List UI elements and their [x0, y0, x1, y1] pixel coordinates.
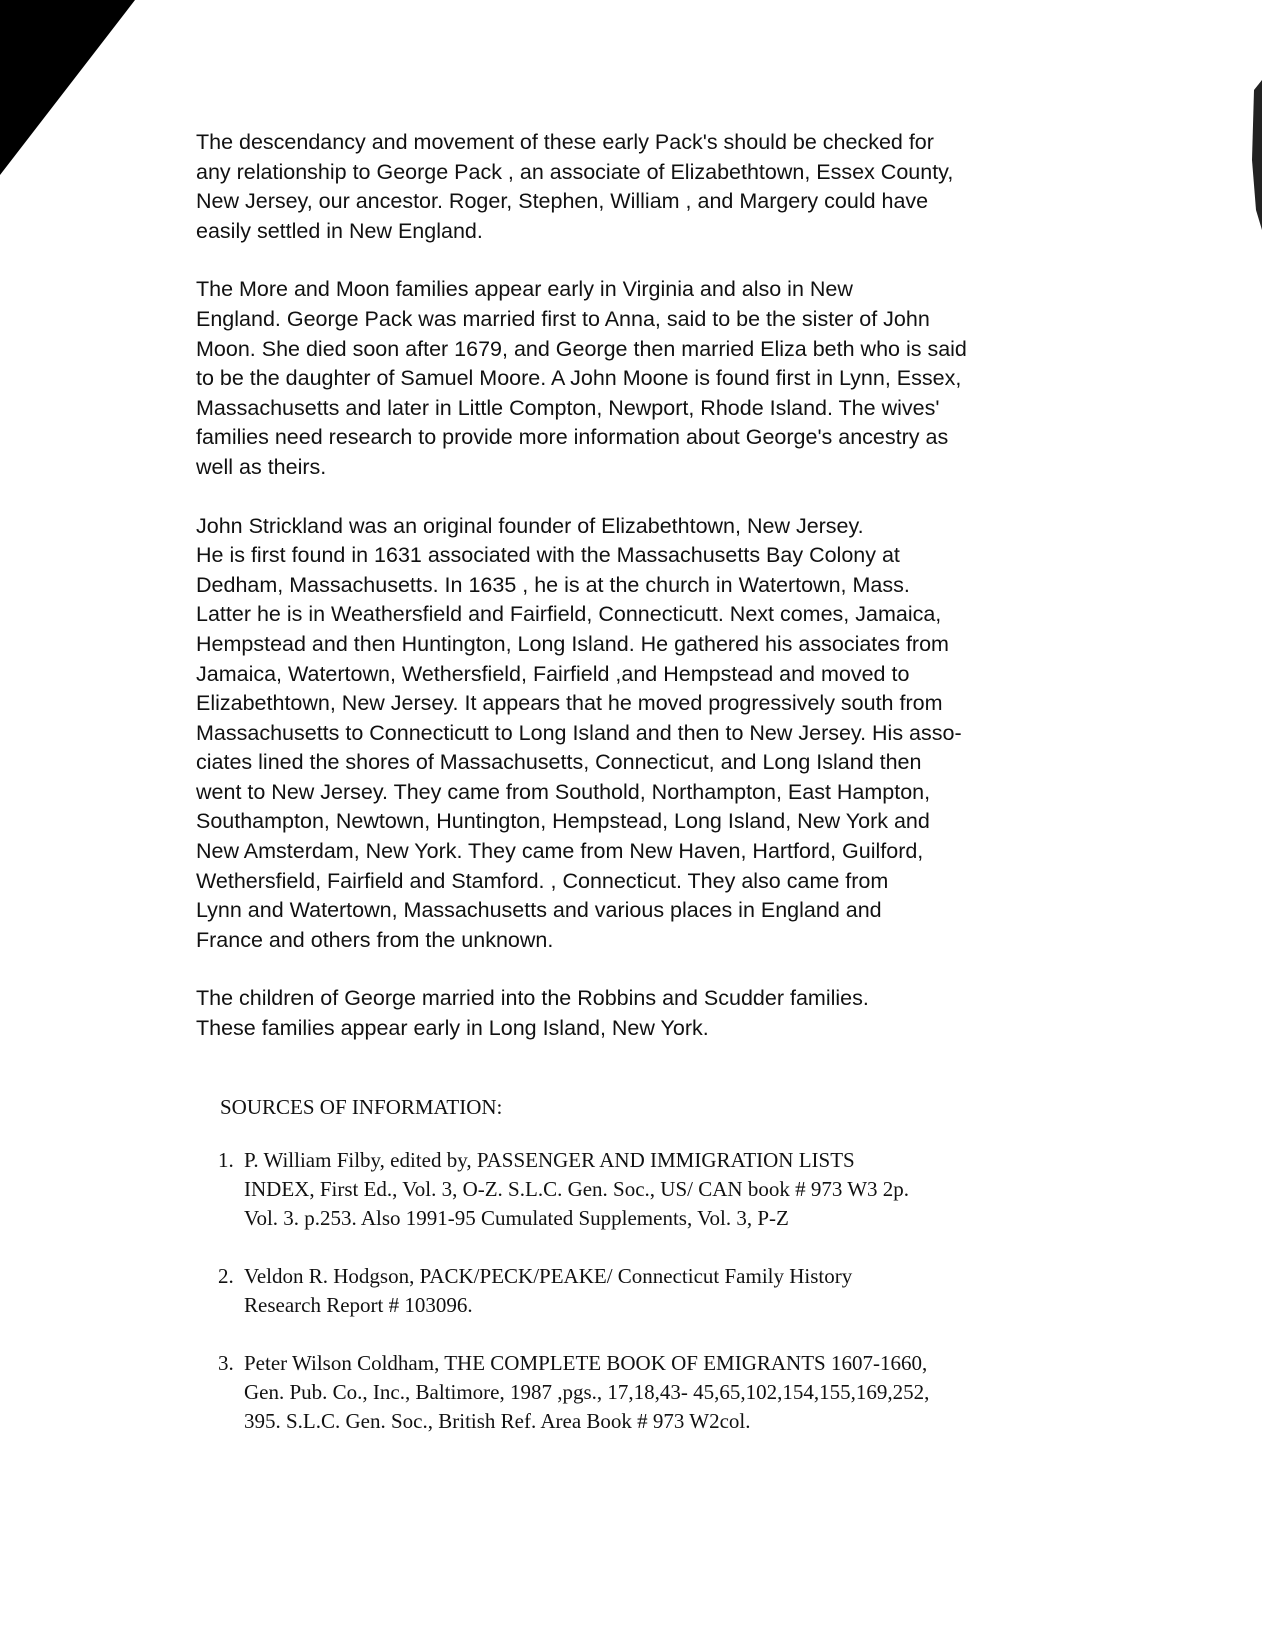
paragraph-pack-descendancy: The descendancy and movement of these early Pack's should be checked for any relationship to George Pack , an associate of Elizabethtown, Essex County, New Jersey, our ancestor. Roger, Stephen, William , and Margery could have easily settled in New England. — [196, 130, 954, 243]
source-number: 2. — [218, 1263, 234, 1288]
paragraph-john-strickland: John Strickland was an original founder of Elizabethtown, New Jersey. He is first found in 1631 associated with the Massachusetts Bay Colony at Dedham, Massachusetts. In 1635 , he is at the church in Watertown, Mass. Latter he is in Weathersfield and Fairfield, Connecticutt. Next comes, Jamaica, Hempstead and then Huntington, Long Island. He gathered his associates from Jamaica, Watertown, Wethersfield, Fairfield ,and Hempstead and moved to Elizabethtown, New Jersey. It appears that he moved progressively south from Massachusetts to Connecticutt to Long Island and then to New Jersey. His asso- ciates lined the shores of Massachusetts, Connecticut, and Long Island then went to New Jersey. They came from Southold, Northampton, East Hampton, Southampton, Newtown, Huntington, Hempstead, Long Island, New York and New Amsterdam, New York. They came from New Haven, Hartford, Guilford, Wethersfield, Fairfield and Stamford. , Connecticut. They also came from Lynn and Watertown, Massachusetts and various places in England and France and others from the unknown. — [196, 513, 962, 952]
document-page — [196, 128, 1116, 1465]
source-list — [196, 1146, 1116, 1436]
source-item — [218, 1262, 1116, 1320]
source-citation: Veldon R. Hodgson, PACK/PECK/PEAKE/ Connecticut Family History Research Report # 103096. — [244, 1263, 853, 1317]
source-item — [218, 1146, 1116, 1233]
source-number: 1. — [218, 1147, 234, 1172]
source-citation: P. William Filby, edited by, PASSENGER AND IMMIGRATION LISTS INDEX, First Ed., Vol. 3, O-Z. S.L.C. Gen. Soc., US/ CAN book # 973 W3 2p. Vol. 3. p.253. Also 1991-95 Cumulated Supplements, Vol. 3, P-Z — [244, 1147, 910, 1230]
body-text — [196, 128, 1116, 1044]
sources-heading: SOURCES OF INFORMATION: — [220, 1094, 503, 1119]
source-citation: Peter Wilson Coldham, THE COMPLETE BOOK OF EMIGRANTS 1607-1660, Gen. Pub. Co., Inc., Baltimore, 1987 ,pgs., 17,18,43- 45,65,102,154,155,169,252, 395. S.L.C. Gen. Soc., British Ref. Area Book # 973 W2col. — [244, 1350, 930, 1433]
paragraph-more-moon-families: The More and Moon families appear early in Virginia and also in New England. George Pack was married first to Anna, said to be the sister of John Moon. She died soon after 1679, and George then married Eliza beth who is said to be the daughter of Samuel Moore. A John Moone is found first in Lynn, Essex, Massachusetts and later in Little Compton, Newport, Rhode Island. The wives' families need research to provide more information about George's ancestry as well as theirs. — [196, 277, 967, 479]
scan-corner-shadow — [0, 0, 140, 190]
sources-section — [196, 1093, 1116, 1436]
paragraph-children-of-george: The children of George married into the Robbins and Scudder families. These families appear early in Long Island, New York. — [196, 986, 869, 1041]
source-number: 3. — [218, 1350, 234, 1375]
source-item — [218, 1349, 1116, 1436]
scan-edge-shadow — [1244, 60, 1262, 240]
